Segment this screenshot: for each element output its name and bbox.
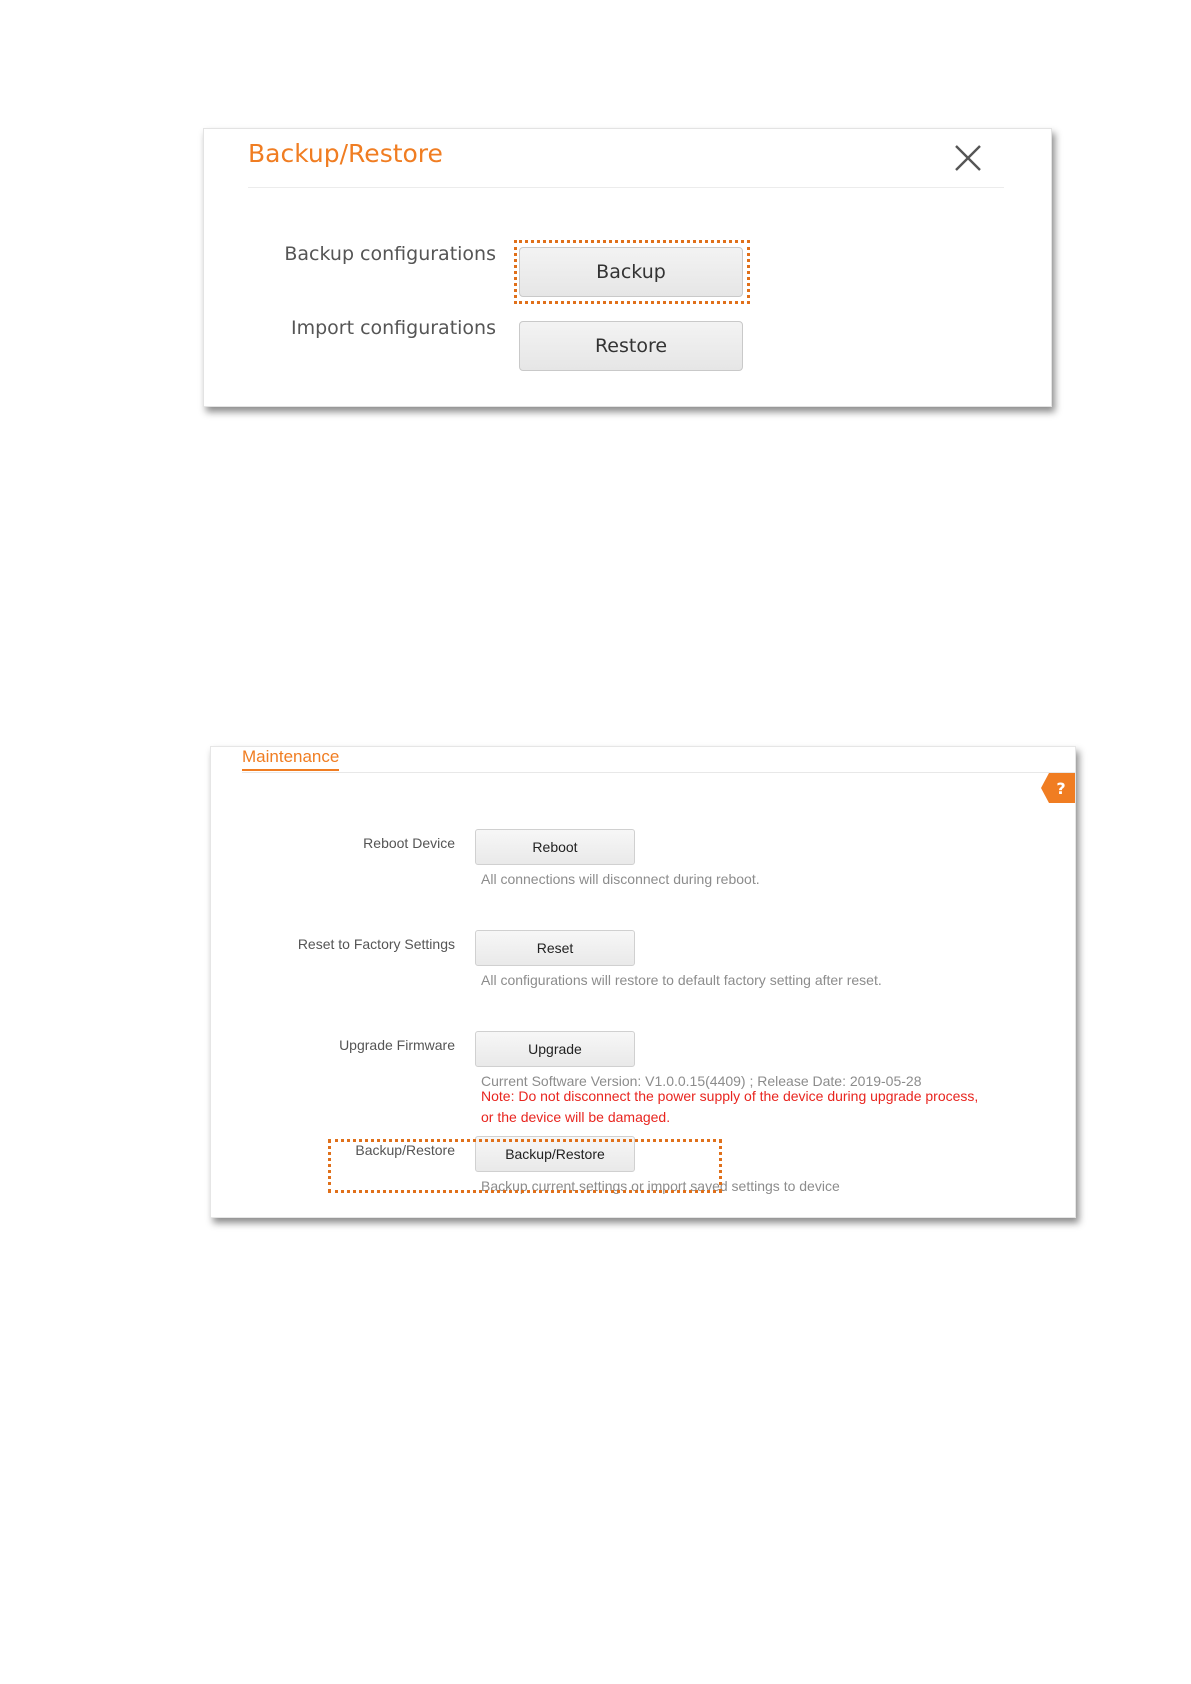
backup-button[interactable]: Backup bbox=[519, 247, 743, 297]
reboot-device-label: Reboot Device bbox=[363, 835, 455, 851]
reset-factory-label: Reset to Factory Settings bbox=[297, 936, 455, 952]
reset-hint: All configurations will restore to default factory setting after reset. bbox=[481, 972, 882, 988]
dialog-divider bbox=[248, 187, 1004, 188]
backup-restore-label: Backup/Restore bbox=[355, 1142, 455, 1158]
maintenance-panel bbox=[210, 746, 1076, 1218]
help-symbol: ? bbox=[1056, 779, 1066, 798]
backup-restore-hint: Backup current settings or import saved settings to device bbox=[481, 1178, 840, 1194]
close-icon[interactable] bbox=[953, 143, 983, 173]
import-configurations-label: Import configurations bbox=[290, 317, 496, 339]
backup-restore-button[interactable]: Backup/Restore bbox=[475, 1136, 635, 1172]
reboot-hint: All connections will disconnect during reboot. bbox=[481, 871, 760, 887]
firmware-version-text: Current Software Version: V1.0.0.15(4409) ; Release Date: 2019-05-28 bbox=[481, 1073, 922, 1089]
upgrade-button[interactable]: Upgrade bbox=[475, 1031, 635, 1067]
dialog-title: Backup/Restore bbox=[248, 139, 443, 168]
upgrade-warning-note: Note: Do not disconnect the power supply of the device during upgrade process, or the device will be damaged. bbox=[481, 1088, 979, 1125]
reboot-button[interactable]: Reboot bbox=[475, 829, 635, 865]
upgrade-firmware-label: Upgrade Firmware bbox=[339, 1037, 455, 1053]
reset-button[interactable]: Reset bbox=[475, 930, 635, 966]
restore-button[interactable]: Restore bbox=[519, 321, 743, 371]
tab-maintenance[interactable]: Maintenance bbox=[242, 747, 339, 771]
panel-divider bbox=[242, 772, 1076, 773]
backup-restore-dialog bbox=[203, 128, 1052, 407]
help-icon[interactable] bbox=[1041, 773, 1075, 803]
backup-configurations-label: Backup configurations bbox=[284, 243, 496, 265]
